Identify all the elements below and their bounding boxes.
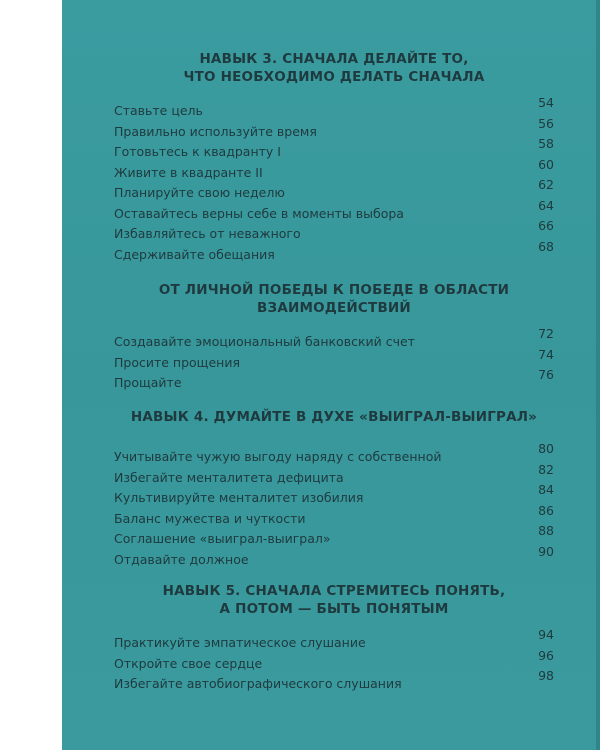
entry-title: Избегайте менталитета дефицита (114, 469, 344, 485)
toc-entry (114, 156, 554, 186)
toc-entry (114, 502, 554, 532)
toc-entry (114, 115, 554, 145)
entry-title: Просите прощения (114, 354, 240, 370)
toc-section-habit-3 (114, 50, 554, 267)
toc-entry (114, 346, 554, 376)
toc-entry (114, 647, 554, 677)
entry-title: Живите в квадранте II (114, 164, 263, 180)
heading-line: НАВЫК 4. ДУМАЙТЕ В ДУХЕ «ВЫИГРАЛ-ВЫИГРАЛ» (130, 409, 538, 425)
entry-title: Учитывайте чужую выгоду наряду с собственной (114, 449, 442, 464)
entry-page-number: 66 (538, 218, 554, 233)
entry-title: Прощайте (114, 375, 182, 390)
entry-page-number: 64 (538, 197, 554, 213)
entry-title: Правильно используйте время (114, 123, 317, 139)
heading-line: А ПОТОМ — БЫТЬ ПОНЯТЫМ (219, 601, 449, 617)
heading-line: НАВЫК 5. СНАЧАЛА СТРЕМИТЕСЬ ПОНЯТЬ, (162, 583, 506, 599)
toc-entry (114, 177, 554, 206)
entry-page-number: 86 (538, 502, 554, 518)
toc-entry (114, 326, 554, 355)
entry-title: Создавайте эмоциональный банковский счет (114, 334, 415, 349)
toc-entry (114, 461, 554, 491)
toc-entry (114, 95, 554, 124)
toc-entry (114, 441, 554, 470)
entry-page-number: 88 (538, 523, 554, 538)
toc-entry (114, 136, 554, 165)
table-of-contents (114, 0, 554, 750)
entry-title: Планируйте свою неделю (114, 185, 285, 200)
toc-section-habit-5 (114, 582, 554, 697)
entry-title: Избавляйтесь от неважного (114, 226, 301, 241)
toc-entry (114, 197, 554, 227)
toc-entry (114, 367, 554, 396)
toc-entry (114, 218, 554, 247)
entry-title: Баланс мужества и чуткости (114, 510, 306, 526)
entry-title: Оставайтесь верны себе в моменты выбора (114, 205, 404, 221)
heading-line: ВЗАИМОДЕЙСТВИЙ (257, 300, 411, 316)
entry-page-number: 62 (538, 177, 554, 192)
entry-page-number: 98 (538, 668, 554, 683)
entry-page-number: 60 (538, 156, 554, 172)
toc-section-interdependence (114, 281, 554, 396)
toc-entry (114, 482, 554, 511)
toc-entry (114, 543, 554, 573)
entry-page-number: 76 (538, 367, 554, 382)
entry-page-number: 54 (538, 95, 554, 110)
entry-page-number: 72 (538, 326, 554, 341)
entry-page-number: 58 (538, 136, 554, 151)
entry-title: Откройте свое сердце (114, 655, 263, 671)
entry-list (114, 441, 554, 572)
entry-title: Соглашение «выиграл-выиграл» (114, 531, 331, 546)
entry-title: Сдерживайте обещания (114, 246, 275, 262)
entry-title: Культивируйте менталитет изобилия (114, 490, 364, 505)
entry-page-number: 82 (538, 461, 554, 477)
entry-title: Ставьте цель (114, 103, 203, 118)
entry-page-number: 56 (538, 115, 554, 131)
entry-page-number: 68 (538, 238, 554, 254)
entry-page-number: 94 (538, 627, 554, 642)
entry-page-number: 80 (538, 441, 554, 456)
toc-entry (114, 627, 554, 656)
heading-line: ОТ ЛИЧНОЙ ПОБЕДЫ К ПОБЕДЕ В ОБЛАСТИ (158, 282, 510, 298)
section-heading (114, 281, 554, 317)
section-heading (114, 50, 554, 86)
entry-page-number: 84 (538, 482, 554, 497)
entry-list (114, 326, 554, 396)
book-page (62, 0, 600, 750)
entry-page-number: 90 (538, 543, 554, 559)
entry-title: Готовьтесь к квадранту I (114, 144, 281, 159)
entry-title: Избегайте автобиографического слушания (114, 676, 402, 691)
heading-line: НАВЫК 3. СНАЧАЛА ДЕЛАЙТЕ ТО, (199, 51, 469, 67)
toc-entry (114, 238, 554, 268)
toc-entry (114, 668, 554, 697)
entry-list (114, 95, 554, 267)
toc-section-habit-4 (114, 408, 554, 572)
section-heading (114, 582, 554, 618)
entry-title: Практикуйте эмпатическое слушание (114, 635, 366, 650)
toc-entry (114, 523, 554, 552)
entry-list (114, 627, 554, 697)
section-heading (114, 408, 554, 426)
entry-page-number: 74 (538, 346, 554, 362)
heading-line: ЧТО НЕОБХОДИМО ДЕЛАТЬ СНАЧАЛА (183, 69, 485, 85)
entry-page-number: 96 (538, 647, 554, 663)
entry-title: Отдавайте должное (114, 551, 249, 567)
